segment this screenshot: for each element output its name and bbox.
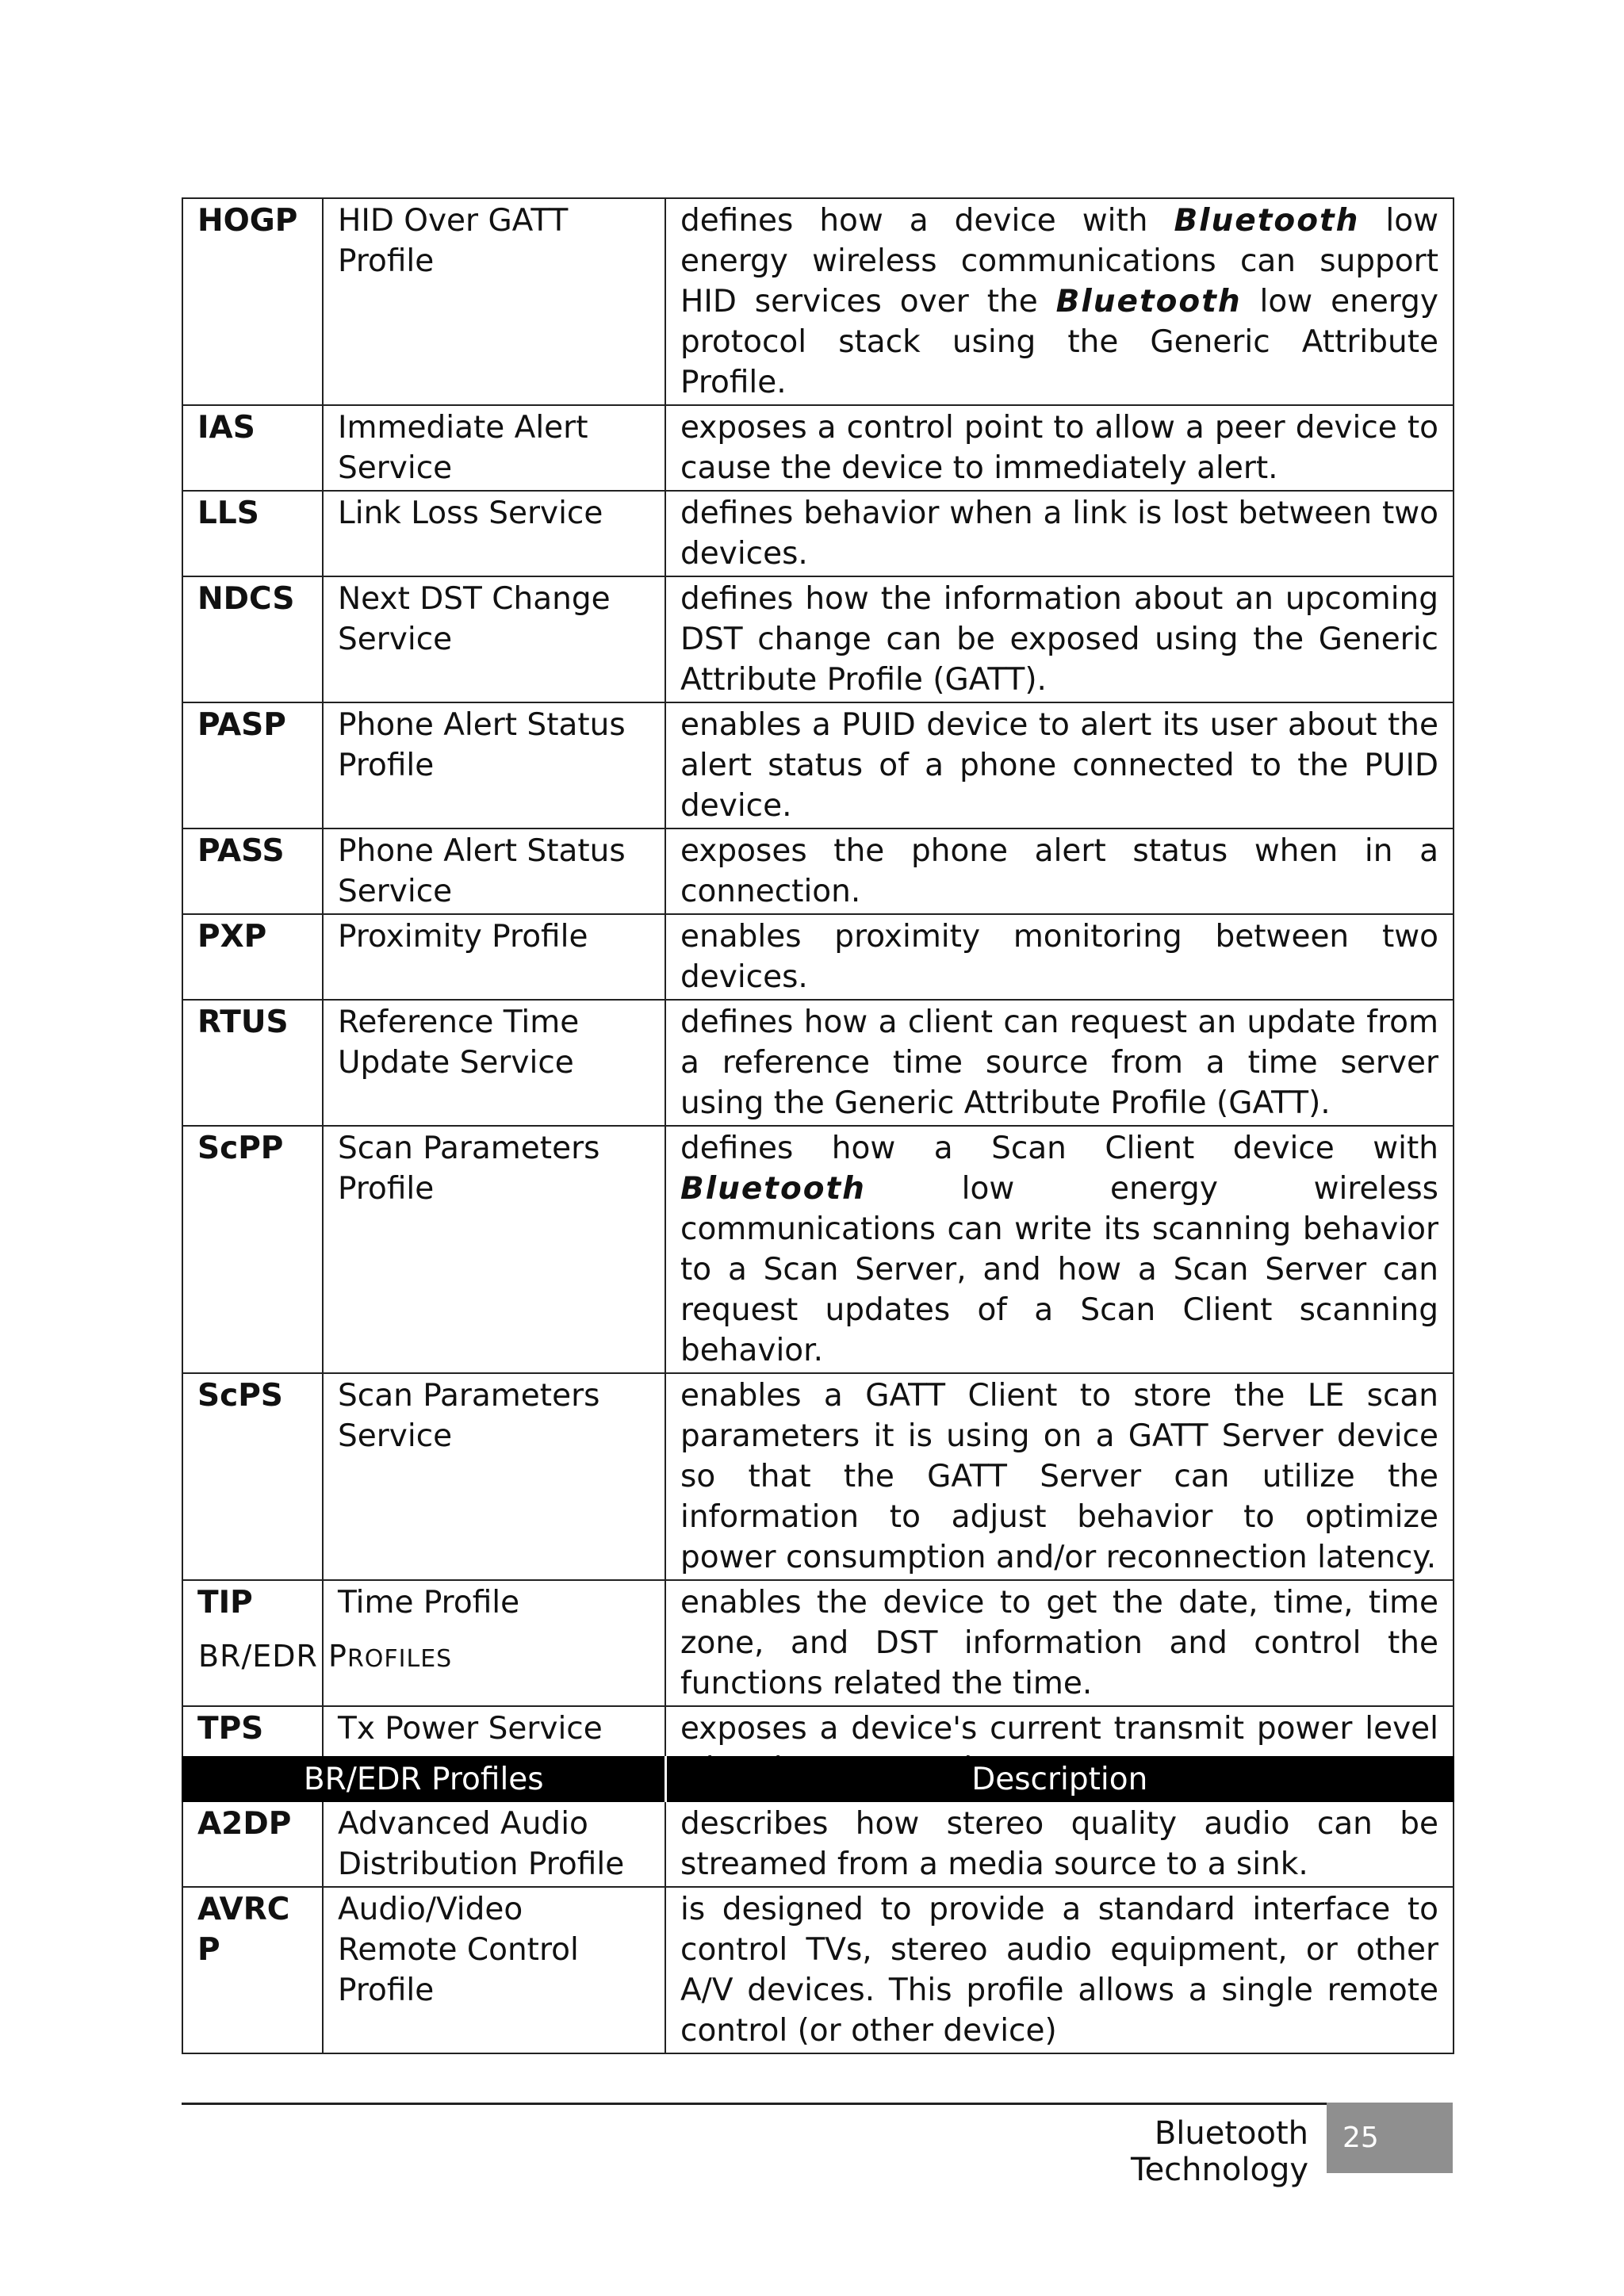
profile-abbreviation: HOGP [182, 198, 323, 405]
profile-abbreviation: IAS [182, 405, 323, 491]
profile-name: Time Profile [323, 1580, 665, 1706]
profile-abbreviation: PASP [182, 702, 323, 828]
profile-description: enables the device to get the date, time, time zone, and DST information and control the functions related the time. [665, 1580, 1454, 1706]
profile-abbreviation: RTUS [182, 1000, 323, 1126]
bluetooth-brand-text: Bluetooth [1055, 284, 1242, 320]
bredr-table-header [182, 1757, 1454, 1801]
profile-name: Audio/Video Remote Control Profile [323, 1887, 665, 2053]
table-row [182, 405, 1454, 491]
section-heading-rest: ROFILES [347, 1645, 453, 1673]
profile-description: describes how stereo quality audio can be streamed from a media source to a sink. [665, 1801, 1454, 1887]
table-row [182, 1126, 1454, 1373]
bluetooth-brand-text: Bluetooth [680, 1171, 866, 1207]
profile-name: Phone Alert Status Service [323, 828, 665, 914]
section-heading-lead: BR/EDR P [198, 1639, 347, 1674]
profile-name: Scan Parameters Profile [323, 1126, 665, 1373]
description-column-header: Description [665, 1757, 1454, 1801]
profile-name: Proximity Profile [323, 914, 665, 1000]
bluetooth-brand-text: Bluetooth [1174, 203, 1360, 239]
table-row [182, 1887, 1454, 2053]
table-row [182, 702, 1454, 828]
profiles-column-header: BR/EDR Profiles [182, 1757, 665, 1801]
profile-name: Next DST Change Service [323, 576, 665, 702]
profile-description: defines how a client can request an update from a reference time source from a time server using the Generic Attribute Profile (GATT). [665, 1000, 1454, 1126]
profile-abbreviation: PASS [182, 828, 323, 914]
footer-rule [182, 2103, 1327, 2105]
profile-name: Scan Parameters Service [323, 1373, 665, 1580]
table-row [182, 828, 1454, 914]
ble-profiles-table-body [182, 198, 1454, 1792]
profile-name: Phone Alert Status Profile [323, 702, 665, 828]
profile-description: is designed to provide a standard interface to control TVs, stereo audio equipment, or other A/V devices. This profile allows a single remote control (or other device) [665, 1887, 1454, 2053]
profile-name: Immediate Alert Service [323, 405, 665, 491]
table-row [182, 491, 1454, 576]
table-row [182, 1801, 1454, 1887]
table-row [182, 1000, 1454, 1126]
profile-description: defines how a Scan Client device with Bluetooth low energy wireless communications can write its scanning behavior to a Scan Server, and how a Scan Server can request updates of a Scan Client scanning behavior. [665, 1126, 1454, 1373]
profile-description: exposes a control point to allow a peer device to cause the device to immediately alert. [665, 405, 1454, 491]
profile-abbreviation: AVRCP [182, 1887, 323, 2053]
page-number: 25 [1342, 2122, 1379, 2154]
profile-abbreviation: A2DP [182, 1801, 323, 1887]
profile-name: Tx Power Service [323, 1706, 665, 1792]
profile-name: Advanced Audio Distribution Profile [323, 1801, 665, 1887]
footer-title: Bluetooth Technology [1130, 2115, 1308, 2188]
table-row [182, 1373, 1454, 1580]
profile-description: exposes a device's current transmit power level [665, 1706, 1454, 1792]
bredr-table-header-row [182, 1757, 1454, 1801]
ble-profiles-table [182, 197, 1454, 1793]
profile-abbreviation: LLS [182, 491, 323, 576]
page-number-box [1327, 2103, 1453, 2173]
section-heading [198, 1639, 452, 1674]
profile-description: defines how a device with Bluetooth low energy wireless communications can support HID services over the Bluetooth low energy protocol stack using the Generic Attribute Profile. [665, 198, 1454, 405]
profile-name: HID Over GATT Profile [323, 198, 665, 405]
profile-description: defines how the information about an upcoming DST change can be exposed using the Generic Attribute Profile (GATT). [665, 576, 1454, 702]
profile-name: Reference Time Update Service [323, 1000, 665, 1126]
table-row [182, 914, 1454, 1000]
bredr-profiles-table-body [182, 1801, 1454, 2053]
table-row [182, 576, 1454, 702]
profile-abbreviation: NDCS [182, 576, 323, 702]
profile-description: enables proximity monitoring between two devices. [665, 914, 1454, 1000]
profile-abbreviation: TIP [182, 1580, 323, 1706]
profile-abbreviation: ScPS [182, 1373, 323, 1580]
profile-description: enables a PUID device to alert its user about the alert status of a phone connected to the PUID device. [665, 702, 1454, 828]
profile-description: exposes the phone alert status when in a connection. [665, 828, 1454, 914]
profile-description: defines behavior when a link is lost between two devices. [665, 491, 1454, 576]
profile-name: Link Loss Service [323, 491, 665, 576]
bredr-profiles-table [182, 1756, 1454, 2054]
profile-abbreviation: TPS [182, 1706, 323, 1792]
profile-abbreviation: PXP [182, 914, 323, 1000]
profile-description: enables a GATT Client to store the LE scan parameters it is using on a GATT Server device so that the GATT Server can utilize the information to adjust behavior to optimize power consumption and/or reconnection latency. [665, 1373, 1454, 1580]
profile-abbreviation: ScPP [182, 1126, 323, 1373]
table-row [182, 198, 1454, 405]
